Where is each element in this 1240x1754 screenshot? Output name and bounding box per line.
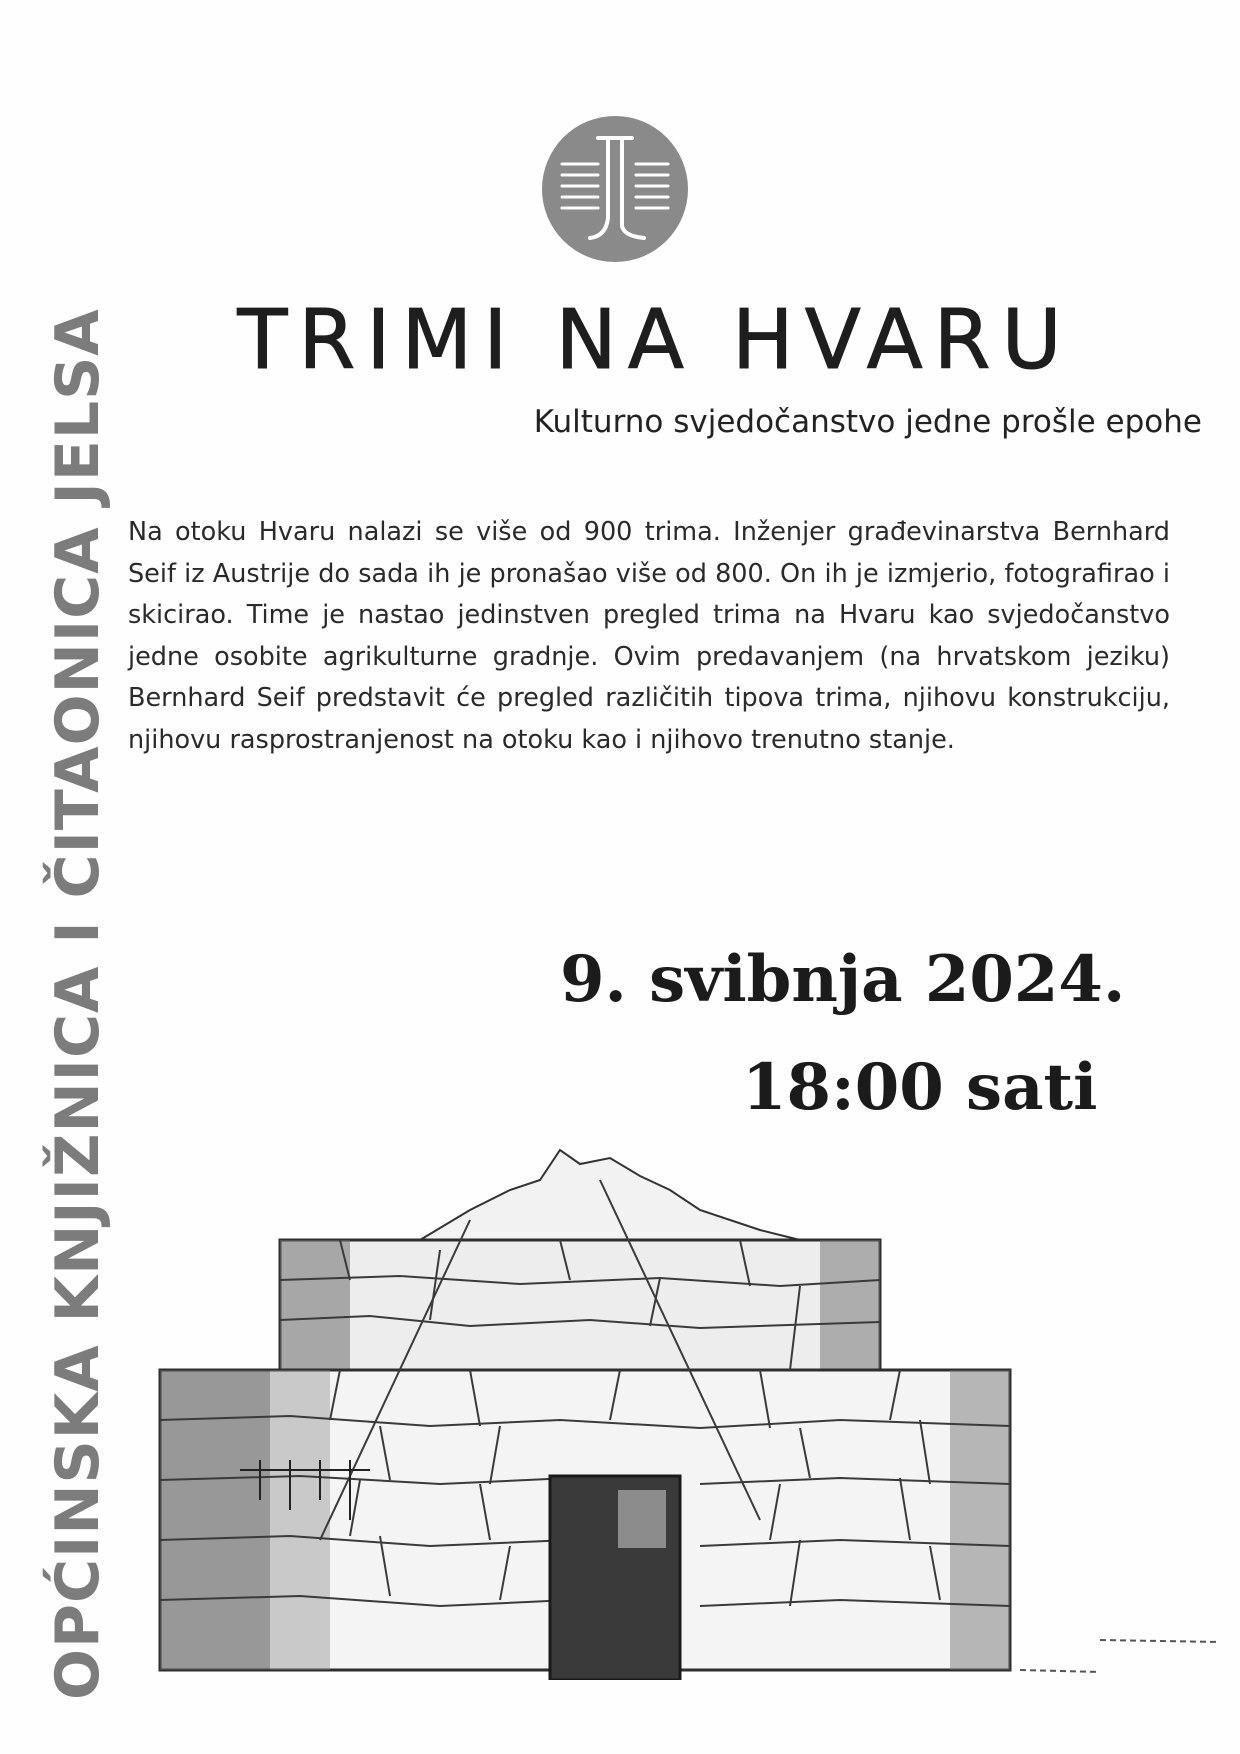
event-date: 9. svibnja 2024. (560, 942, 1126, 1017)
event-time: 18:00 sati (742, 1050, 1098, 1125)
stone-trim-hut-drawing (140, 1080, 1240, 1680)
event-description: Na otoku Hvaru nalazi se više od 900 trima. Inženjer građevinarstva Bernhard Seif iz Austrije do sada ih je pronašao više od 800. On ih je izmjerio, fotografirao i skicirao. Time je nastao jedinstven pregled trima na Hvaru kao svjedočanstvo jedne osobite agrikulturne gradnje. Ovim predavanjem (na hrvatskom jeziku) Bernhard Seif predstavit će pregled različitih tipova trima, njihovu konstrukciju, njihovu rasprostranjenost na otoku kao i njihovo trenutno stanje. (128, 517, 1170, 755)
library-book-logo-icon (540, 114, 690, 264)
page-title: TRIMI NA HVARU (237, 293, 1073, 388)
page-subtitle: Kulturno svjedočanstvo jedne prošle epohe (533, 404, 1202, 440)
library-name-vertical: OPĆINSKA KNJIŽNICA I ČITAONICA JELSA (43, 308, 113, 1700)
